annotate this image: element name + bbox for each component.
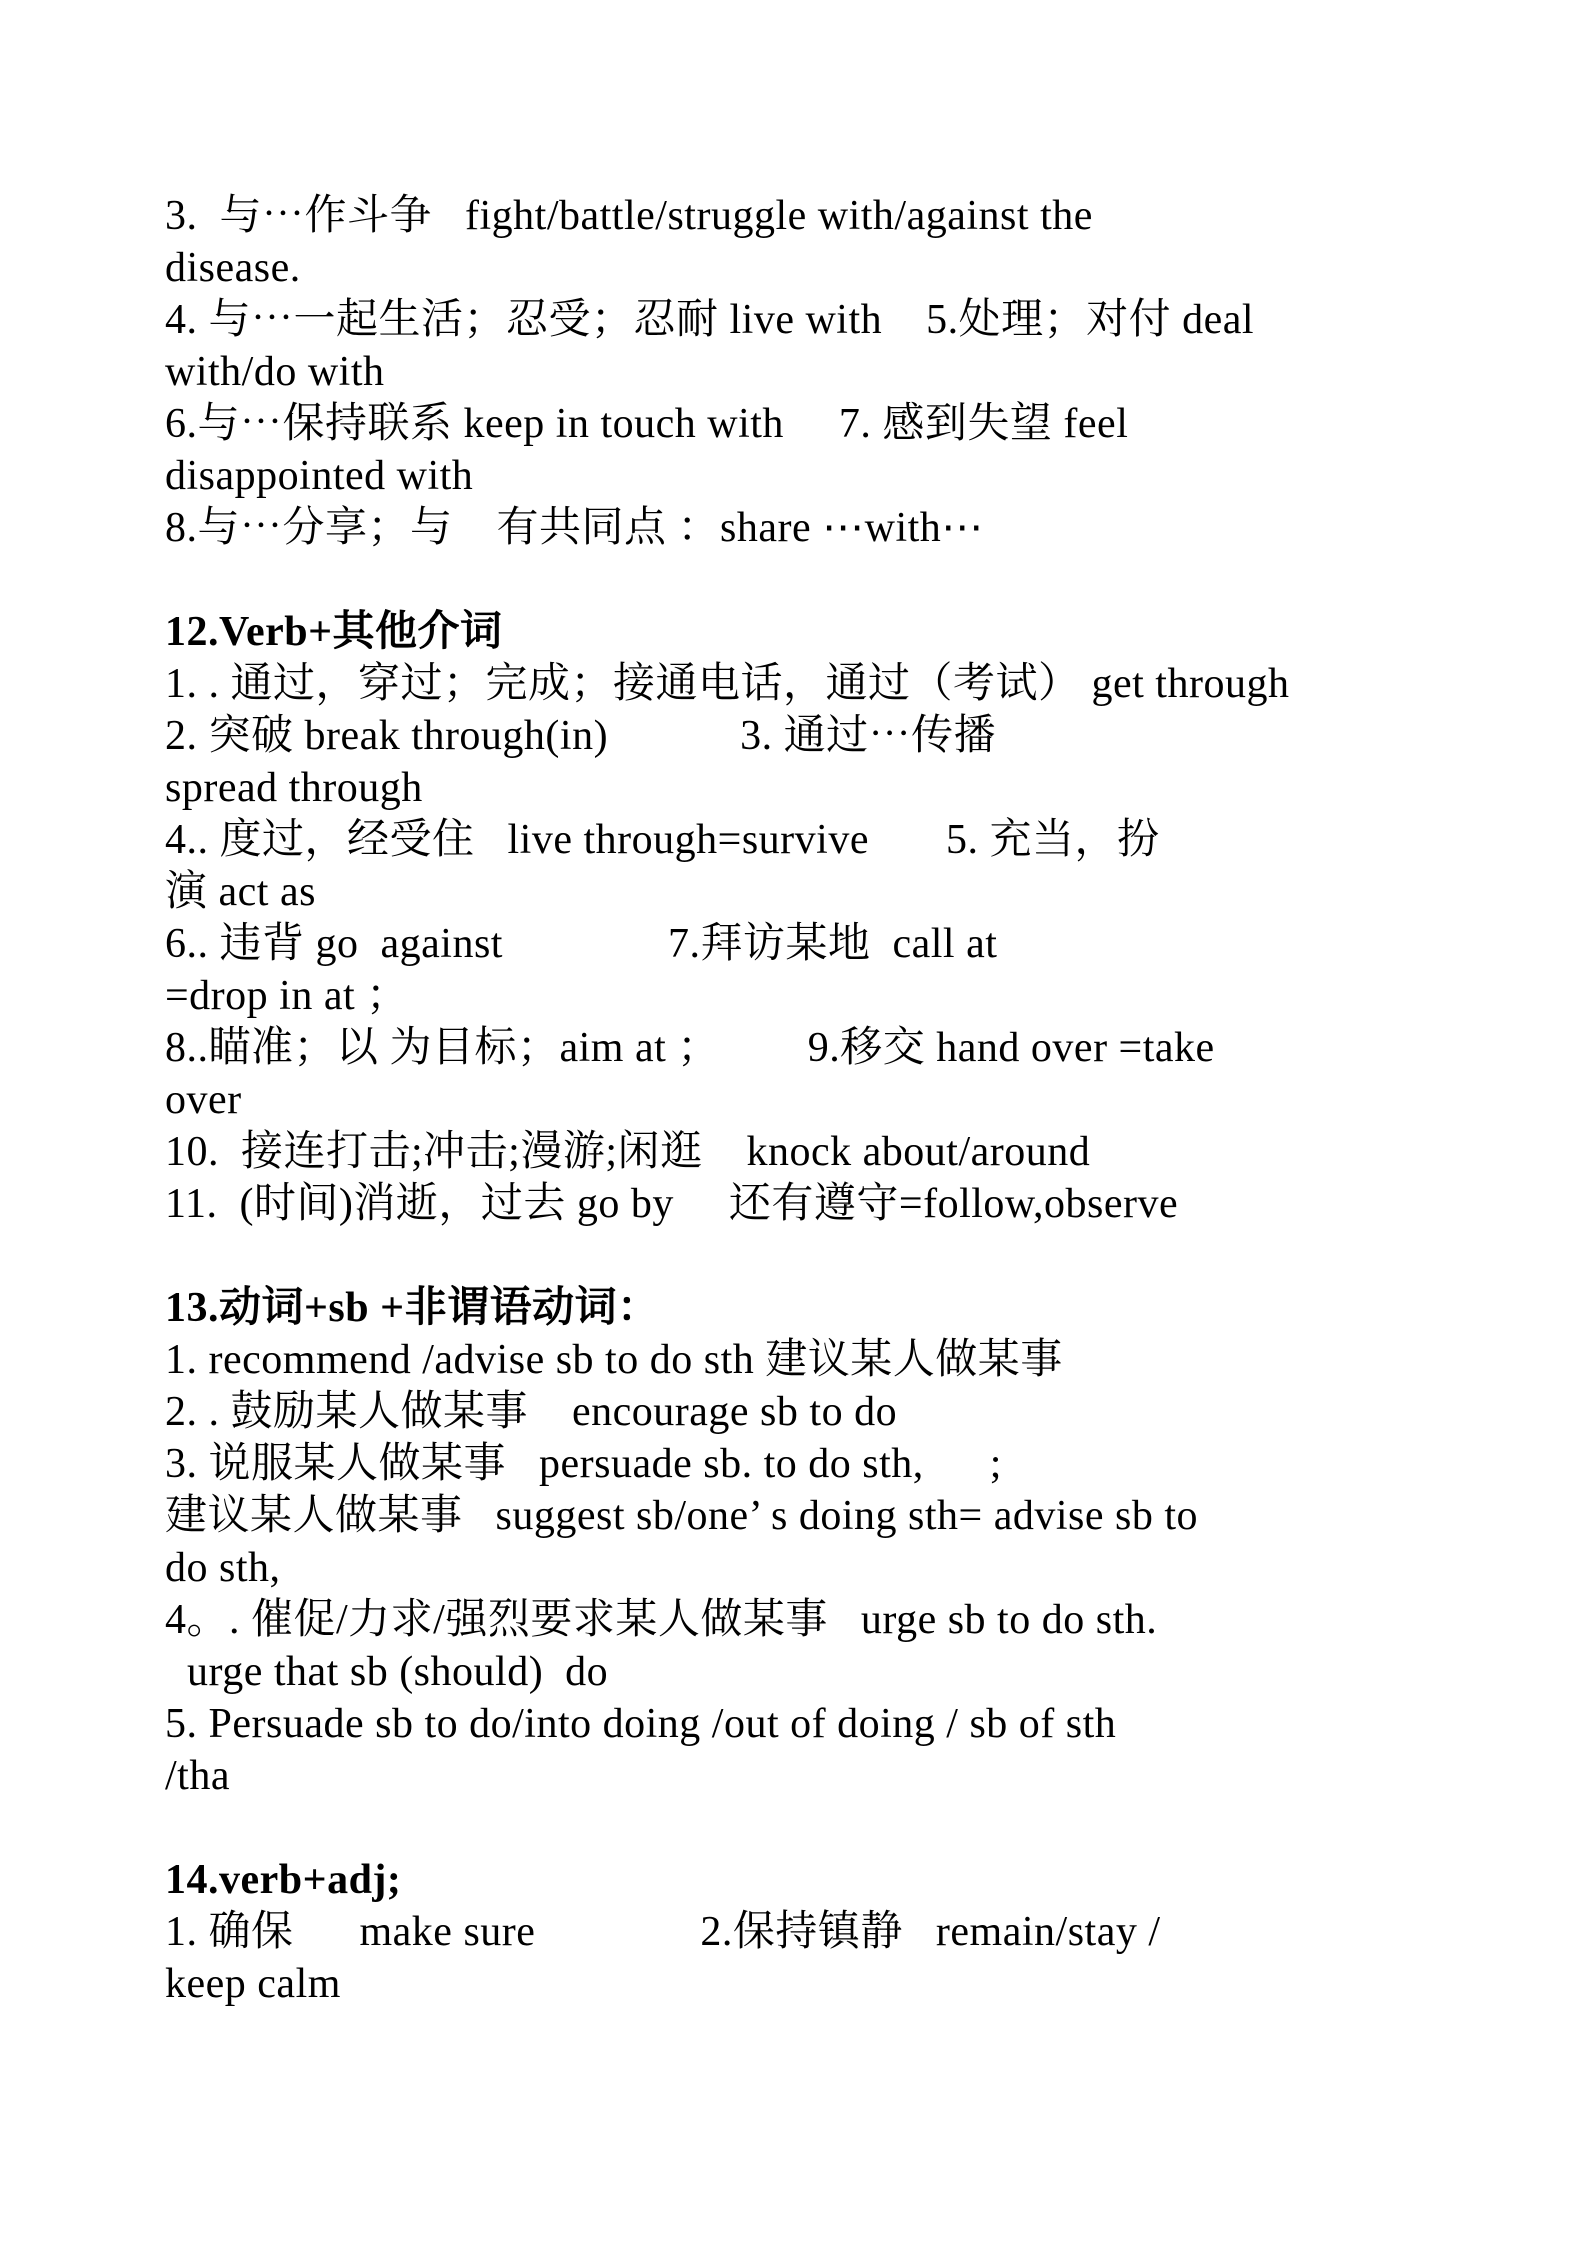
- text-line: 4.. 度过，经受住 live through=survive 5. 充当，扮: [165, 817, 1160, 863]
- text-line: 5. Persuade sb to do/into doing /out of doing / sb of sth: [165, 1701, 1117, 1747]
- text-line: 1. 确保 make sure 2.保持镇静 remain/stay /: [165, 1909, 1161, 1955]
- text-line: 4。. 催促/力求/强烈要求某人做某事 urge sb to do sth.: [165, 1597, 1158, 1643]
- text-line: /tha: [165, 1753, 230, 1799]
- text-line: 1. recommend /advise sb to do sth 建议某人做某事: [165, 1337, 1063, 1383]
- text-line: urge that sb (should) do: [165, 1649, 609, 1695]
- text-line: 1. . 通过，穿过；完成；接通电话，通过（考试） get through: [165, 661, 1290, 707]
- text-line: 8..瞄准；以 为目标；aim at ； 9.移交 hand over =take: [165, 1025, 1215, 1071]
- text-line: 8.与⋯分享；与 有共同点 ：share ⋯with⋯: [165, 505, 984, 551]
- section-verb-with: [165, 190, 1467, 554]
- blank-line: [165, 1802, 1467, 1854]
- blank-line: [165, 554, 1467, 606]
- text-line: disease.: [165, 245, 301, 291]
- text-line: =drop in at ；: [165, 973, 409, 1019]
- section-heading: 13.动词+sb +非谓语动词：: [165, 1285, 660, 1331]
- section-heading: 14.verb+adj;: [165, 1857, 402, 1903]
- text-line: 6.与⋯保持联系 keep in touch with 7. 感到失望 feel: [165, 401, 1129, 447]
- blank-line: [165, 1230, 1467, 1282]
- text-line: with/do with: [165, 349, 385, 395]
- text-line: 3. 说服某人做某事 persuade sb. to do sth, ;: [165, 1441, 1002, 1487]
- text-line: disappointed with: [165, 453, 474, 499]
- section-12-verb-other-prepositions: [165, 606, 1467, 1230]
- text-line: 3. 与⋯作斗争 fight/battle/struggle with/against the: [165, 193, 1093, 239]
- text-line: 10. 接连打击;冲击;漫游;闲逛 knock about/around: [165, 1129, 1091, 1175]
- text-line: over: [165, 1077, 242, 1123]
- section-13-verb-sb-nonfinite: [165, 1282, 1467, 1802]
- text-line: 演 act as: [165, 869, 316, 915]
- text-line: spread through: [165, 765, 423, 811]
- text-line: 4. 与⋯一起生活；忍受；忍耐 live with 5.处理；对付 deal: [165, 297, 1255, 343]
- text-line: 6.. 违背 go against 7.拜访某地 call at: [165, 921, 998, 967]
- text-line: do sth,: [165, 1545, 281, 1591]
- text-line: 建议某人做某事 suggest sb/one’ s doing sth= advise sb to: [165, 1493, 1199, 1539]
- text-line: 2. . 鼓励某人做某事 encourage sb to do: [165, 1389, 898, 1435]
- section-heading: 12.Verb+其他介词: [165, 609, 503, 655]
- text-line: 11. (时间)消逝，过去 go by 还有遵守=follow,observe: [165, 1181, 1179, 1227]
- text-line: keep calm: [165, 1961, 341, 2007]
- text-line: 2. 突破 break through(in) 3. 通过⋯传播: [165, 713, 997, 759]
- section-14-verb-adj: [165, 1854, 1467, 2010]
